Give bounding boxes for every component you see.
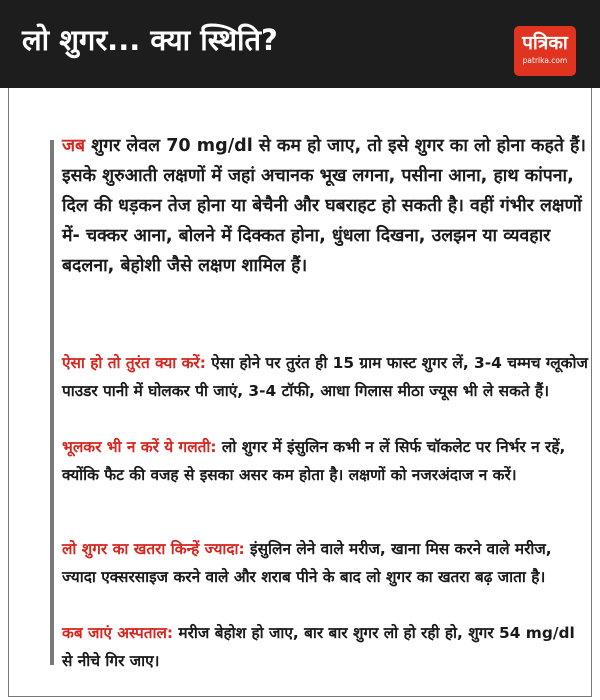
section-heading: ऐसा हो तो तुरंत क्या करें: xyxy=(62,354,206,372)
section-what-to-do xyxy=(62,349,588,405)
logo-name: पत्रिका xyxy=(522,32,568,54)
section-mistakes xyxy=(62,433,588,489)
section-hospital xyxy=(62,619,588,675)
section-text: लो शुगर में इंसुलिन कभी न लें सिर्फ चॉकलेट पर निर्भर न रहें, क्योंकि फैट की वजह से इसका असर कम होता है। लक्षणों को नजरअंदाज न करें। xyxy=(62,438,566,484)
section-text: ऐसा होने पर तुरंत ही 15 ग्राम फास्ट शुगर लें, 3-4 चम्मच ग्लूकोज पाउडर पानी में घोलकर पी जाएं, 3-4 टॉफी, आधा गिलास मीठा ज्यूस भी ले सकते हैं। xyxy=(62,354,588,400)
section-risk-group xyxy=(62,535,588,591)
section-heading: कब जाएं अस्पताल: xyxy=(62,624,174,642)
intro-paragraph xyxy=(62,131,588,281)
intro-text: शुगर लेवल 70 mg/dl से कम हो जाए, तो इसे शुगर का लो होना कहते हैं। इसके शुरुआती लक्षणों में जहां अचानक भूख लगना, पसीना आना, हाथ कांपना, दिल की धड़कन तेज होना या बेचैनी और घबराहट हो सकती है। वहीं गंभीर लक्षणों में- चक्कर आना, बोलने में दिक्कत होना, धुंधला दिखना, उलझन या व्यवहार बदलना, बेहोशी जैसे लक्षण शामिल हैं। xyxy=(62,136,586,276)
section-heading: लो शुगर का खतरा किन्हें ज्यादा: xyxy=(62,540,245,558)
logo-domain: patrika.com xyxy=(522,56,568,65)
section-text: मरीज बेहोश हो जाए, बार बार शुगर लो हो रही हो, शुगर 54 mg/dl से नीचे गिर जाए। xyxy=(62,624,575,670)
page-title: लो शुगर... क्या स्थिति? xyxy=(22,23,278,57)
section-text: इंसुलिन लेने वाले मरीज, खाना मिस करने वाले मरीज, ज्यादा एक्सरसाइज करने वाले और शराब पीने के बाद लो शुगर का खतरा बढ़ जाता है। xyxy=(62,540,552,586)
intro-highlight: जब xyxy=(62,136,86,156)
header-bar xyxy=(0,0,600,88)
patrika-logo xyxy=(514,26,576,76)
accent-bar xyxy=(50,140,54,665)
section-heading: भूलकर भी न करें ये गलती: xyxy=(62,438,217,456)
